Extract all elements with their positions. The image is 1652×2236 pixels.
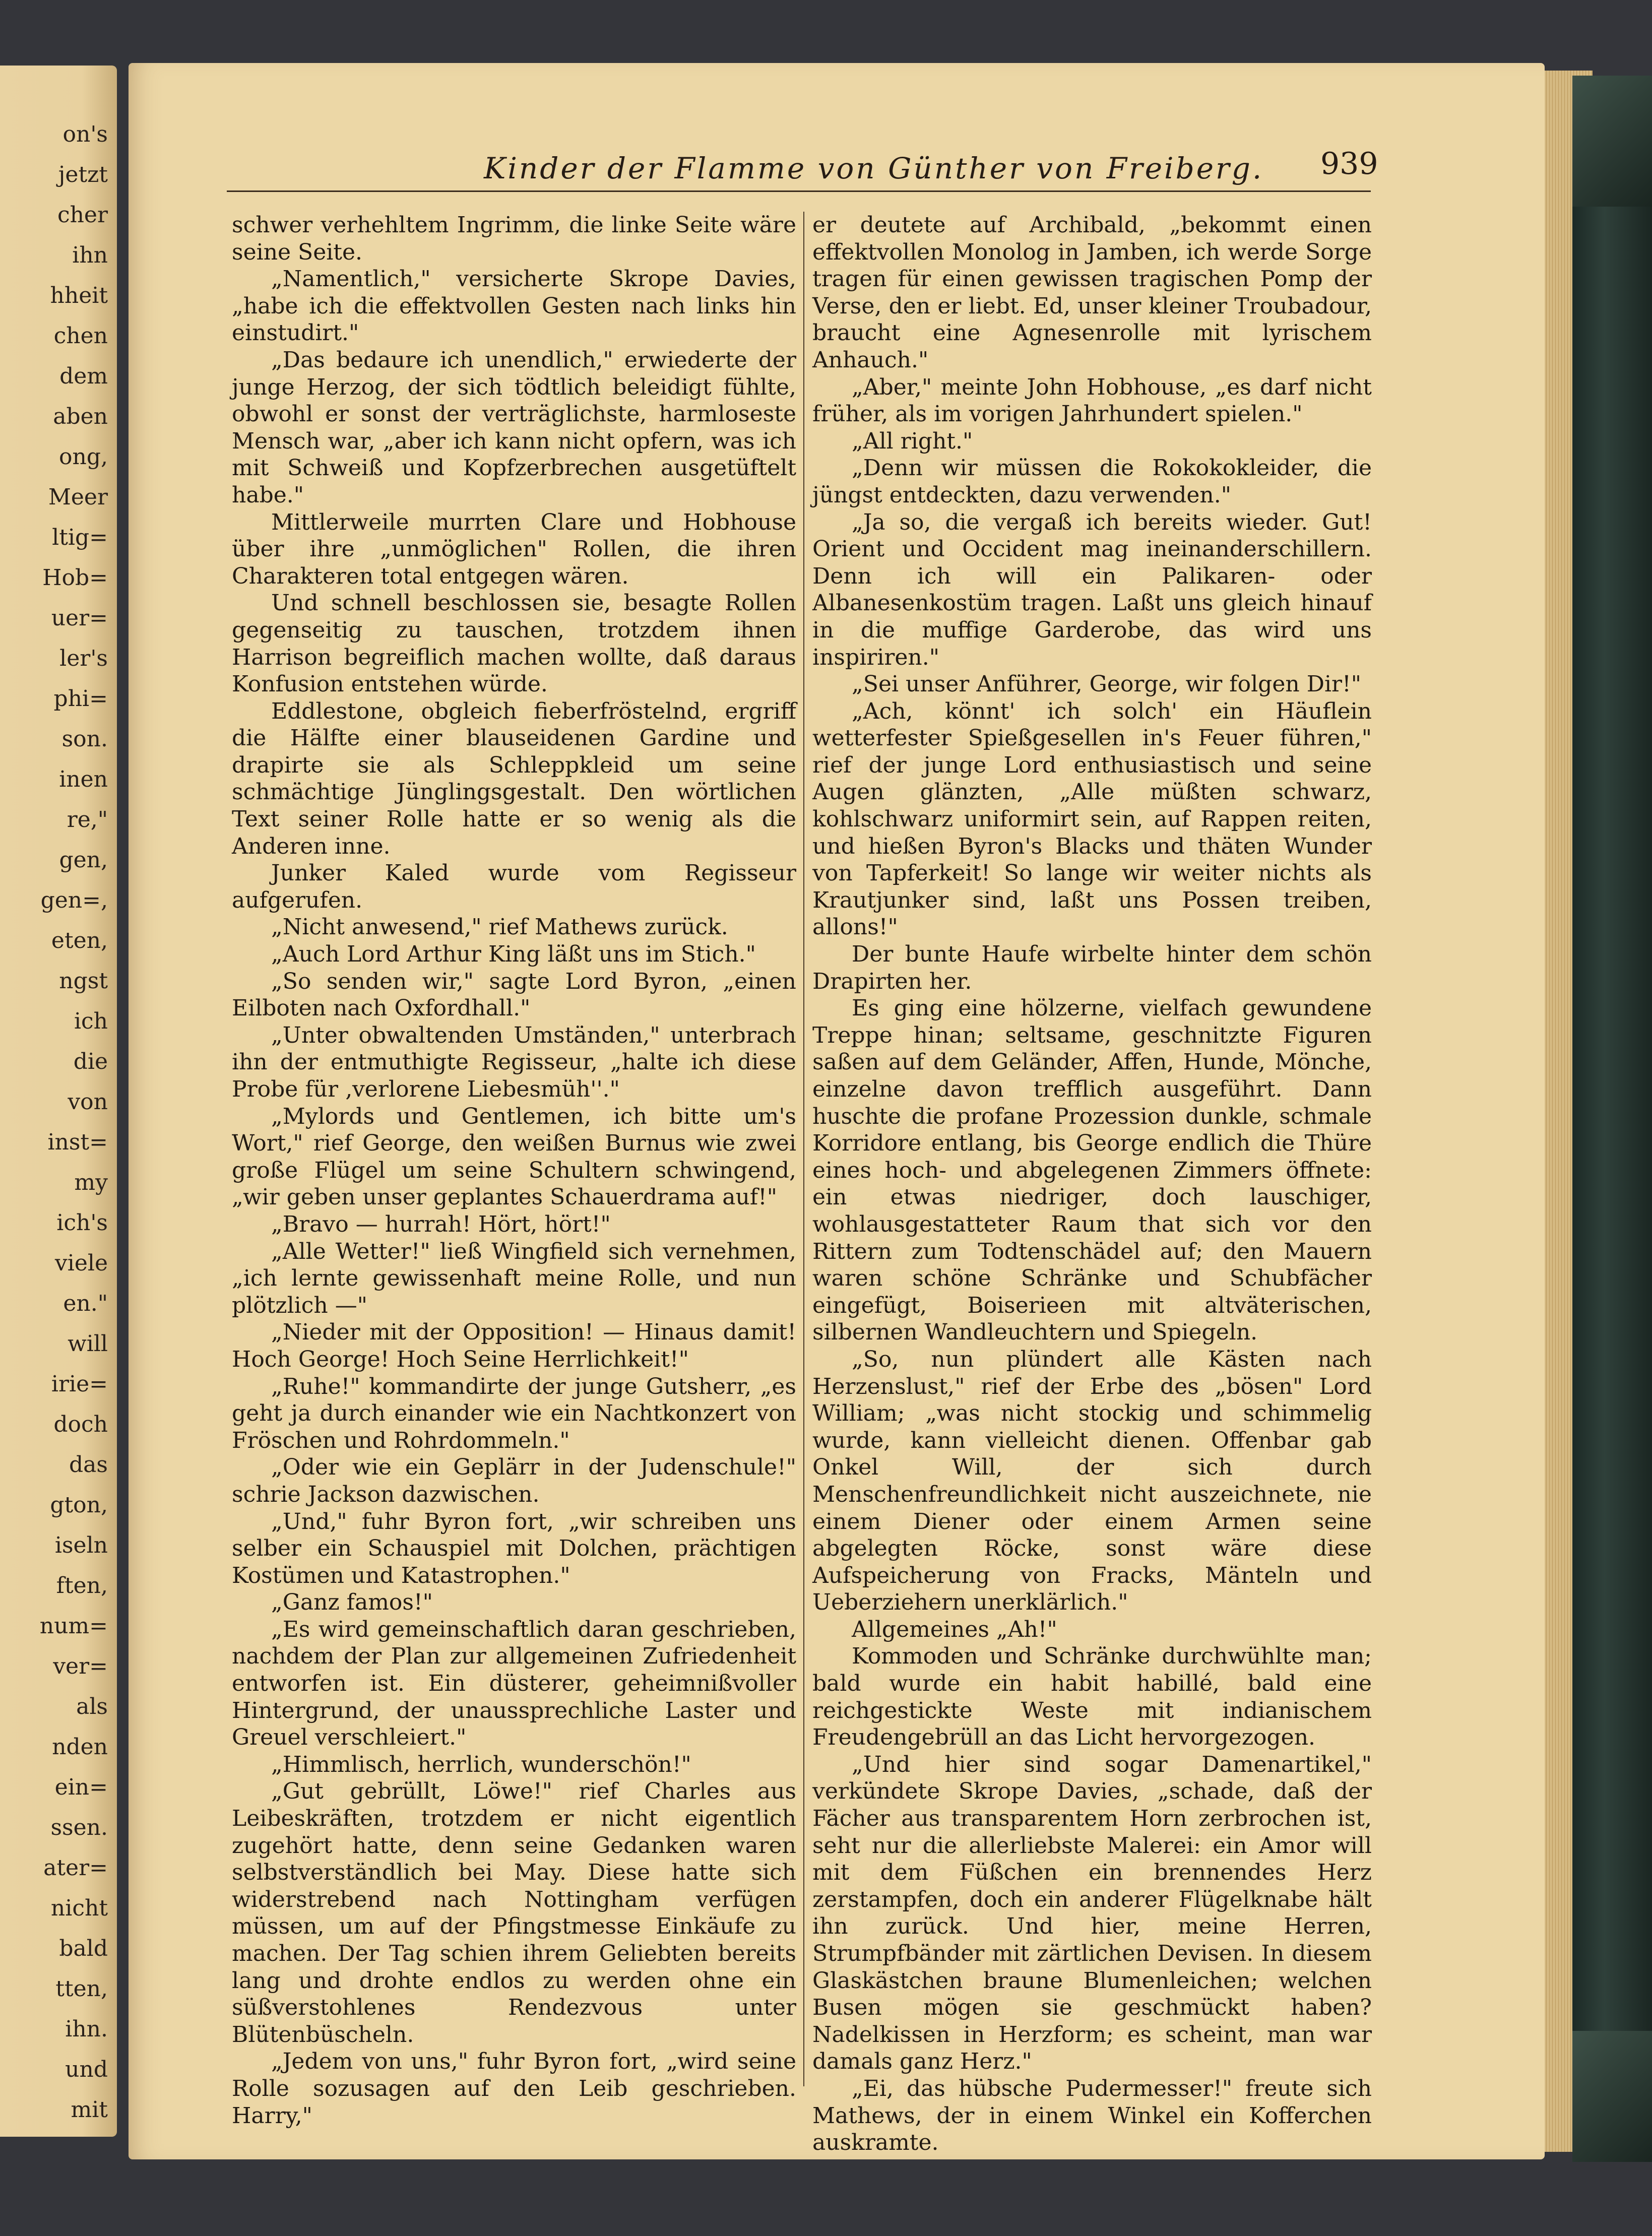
left-page-fragment: ong, [59, 444, 108, 470]
page-number: 939 [1320, 146, 1378, 181]
left-page-fragment: num= [39, 1613, 108, 1639]
paragraph: Kommoden und Schränke durchwühlte man; bald wurde ein habit habillé, bald eine reichgestickte Weste mit indianischem Freudengebrüll an das Licht hervorgezogen. [812, 1643, 1372, 1751]
paragraph: „Ach, könnt' ich solch' ein Häuflein wetterfester Spießgesellen in's Feuer führen," rief der junge Lord enthusiastisch und seine Augen glänzten, „Alle müßten schwarz, kohlschwarz uniformirt sein, auf Rappen reiten, und hießen Byron's Blacks und thäten Wunder von Tapferkeit! So lange wir weiter nichts als Krautjunker sind, laßt uns Possen treiben, allons!" [812, 698, 1372, 940]
paragraph: „Himmlisch, herrlich, wunderschön!" [271, 1751, 691, 1777]
left-page-fragment: ver= [53, 1653, 108, 1679]
left-page-fragment: ltig= [52, 525, 108, 550]
left-page-fragment: nden [52, 1734, 108, 1760]
left-page-fragment: Hob= [42, 565, 108, 591]
left-page-fragment: phi= [53, 686, 108, 712]
cover-corner-bottom [1572, 2031, 1652, 2162]
paragraph: schwer verhehltem Ingrimm, die linke Seite wäre seine Seite. [232, 212, 796, 265]
paragraph: „Unter obwaltenden Umständen," unterbrach ihn der entmuthigte Regisseur, „halte ich diese Probe für ‚verlorene Liebesmüh''." [232, 1022, 796, 1102]
paragraph: „Es wird gemeinschaftlich daran geschrieben, nachdem der Plan zur allgemeinen Zufriedenheit entworfen ist. Ein düsterer, geheimnißvoller Hintergrund, der unaussprechliche Laster und Greuel verschleiert." [232, 1616, 796, 1751]
left-page-fragment: viele [54, 1250, 108, 1276]
left-page-fragment: tten, [55, 1976, 108, 2002]
left-text-column [232, 212, 796, 2129]
left-page-fragment: Meer [48, 484, 108, 510]
left-page-fragment: das [69, 1452, 108, 1478]
left-page-fragment: hheit [50, 283, 108, 308]
left-page-fragment: dem [59, 363, 108, 389]
left-page-fragment: gen, [59, 847, 108, 873]
paragraph: „Auch Lord Arthur King läßt uns im Stich." [271, 941, 756, 968]
paragraph: „Bravo — hurrah! Hört, hört!" [271, 1211, 611, 1237]
right-text-column [812, 212, 1372, 2156]
left-page-fragment: inst= [47, 1129, 108, 1155]
paragraph: „Ja so, die vergaß ich bereits wieder. Gut! Orient und Occident mag ineinanderschillern. Denn ich will ein Palikaren- oder Albanesenkostüm tragen. Laßt uns gleich hinauf in die muffige Garderobe, das wird uns inspiriren." [812, 509, 1372, 670]
paragraph: Allgemeines „Ah!" [852, 1616, 1057, 1642]
book-cover [1572, 76, 1652, 2162]
left-page-fragment: ich [74, 1008, 108, 1034]
paragraph: „Und," fuhr Byron fort, „wir schreiben uns selber ein Schauspiel mit Dolchen, prächtigen Kostümen und Katastrophen." [232, 1508, 796, 1588]
paragraph: „Jedem von uns," fuhr Byron fort, „wird seine Rolle sozusagen auf den Leib geschrieben. Harry," [232, 2049, 796, 2129]
paragraph: „Ei, das hübsche Pudermesser!" freute sich Mathews, der in einem Winkel ein Kofferchen auskramte. [812, 2075, 1372, 2156]
paragraph: „Alle Wetter!" ließ Wingfield sich vernehmen, „ich lernte gewissenhaft meine Rolle, und nun plötzlich —" [232, 1238, 796, 1318]
paragraph: Und schnell beschlossen sie, besagte Rollen gegenseitig zu tauschen, trotzdem ihnen Harrison begreiflich machen wollte, daß daraus Konfusion entstehen würde. [232, 590, 796, 697]
running-header: Kinder der Flamme von Günther von Freiberg. [484, 151, 1264, 185]
left-page-fragment: my [74, 1170, 108, 1195]
left-page-fragment: son. [61, 726, 108, 752]
paragraph: „Nieder mit der Opposition! — Hinaus damit! Hoch George! Hoch Seine Herrlichkeit!" [232, 1319, 796, 1372]
left-page-fragment: inen [59, 766, 108, 792]
left-page-fragment: als [76, 1694, 108, 1719]
left-page-fragment: und [65, 2057, 108, 2082]
column-divider [803, 212, 804, 2086]
left-page-fragment: cher [57, 202, 108, 228]
left-page-fragment: iseln [54, 1532, 108, 1558]
paragraph: „Sei unser Anführer, George, wir folgen Dir!" [852, 671, 1361, 697]
left-page-fragment: ften, [56, 1573, 108, 1599]
paragraph: „Namentlich," versicherte Skrope Davies, „habe ich die effektvollen Gesten nach links hin einstudirt." [232, 266, 796, 346]
left-page-edge [0, 66, 117, 2137]
left-page-fragment: ler's [59, 646, 108, 671]
left-page-fragment: doch [53, 1412, 108, 1437]
paragraph: „So senden wir," sagte Lord Byron, „einen Eilboten nach Oxfordhall." [232, 968, 796, 1021]
paragraph: „Ganz famos!" [271, 1589, 433, 1616]
left-page-fragment: gen=, [40, 887, 108, 913]
cover-corner-top [1572, 76, 1652, 207]
paragraph: „Mylords und Gentlemen, ich bitte um's Wort," rief George, den weißen Burnus wie zwei große Flügel um seine Schultern schwingend, „wir geben unser geplantes Schauerdrama auf!" [232, 1103, 796, 1210]
paragraph: „All right." [852, 428, 973, 454]
paragraph: „Und hier sind sogar Damenartikel," verkündete Skrope Davies, „schade, daß der Fächer aus transparentem Horn zerbrochen ist, seht nur die allerliebste Malerei: ein Amor will mit dem Füßchen ein brennendes Herz zerstampfen, doch ein anderer Flügelknabe hält ihn zurück. Und hier, meine Herren, Strumpfbänder mit zärtlichen Devisen. In diesem Glaskästchen braune Blumenleichen; welchen Busen mögen sie geschmückt haben? Nadelkissen in Herzform; es scheint, man war damals ganz Herz." [812, 1751, 1372, 2075]
paragraph: „So, nun plündert alle Kästen nach Herzenslust," rief der Erbe des „bösen" Lord William; „was nicht stockig und schimmelig wurde, kann vielleicht dienen. Offenbar gab Onkel Will, der sich durch Menschenfreundlichkeit nicht auszeichnete, nie einem Diener oder einem Armen seine abgelegten Röcke, sonst wäre diese Aufspeicherung von Fracks, Mänteln und Ueberziehern unerklärlich." [812, 1346, 1372, 1616]
paragraph: „Gut gebrüllt, Löwe!" rief Charles aus Leibeskräften, trotzdem er nicht eigentlich zugehört hatte, denn seine Gedanken waren selbstverständlich bei May. Diese hatte sich widerstrebend nach Nottingham verfügen müssen, um auf der Pfingstmesse Einkäufe zu machen. Der Tag schien ihrem Geliebten bereits lang und drohte endlos zu werden ohne ein süßverstohlenes Rendezvous unter Blütenbüscheln. [232, 1778, 796, 2048]
left-page-fragment: will [68, 1331, 108, 1357]
paragraph: Der bunte Haufe wirbelte hinter dem schön Drapirten her. [812, 941, 1372, 994]
left-page-fragment: nicht [50, 1895, 108, 1921]
paragraph: Eddlestone, obgleich fieberfröstelnd, ergriff die Hälfte einer blauseidenen Gardine und drapirte sie als Schleppkleid um seine schmächtige Jünglingsgestalt. Den wörtlichen Text seiner Rolle hatte er so wenig als die Anderen inne. [232, 698, 796, 859]
paragraph: „Nicht anwesend," rief Mathews zurück. [271, 914, 728, 940]
left-page-fragment: uer= [51, 605, 108, 631]
left-page-fragment: jetzt [58, 162, 108, 187]
left-page-fragment: en." [63, 1291, 108, 1316]
left-page-fragment: ein= [54, 1774, 108, 1800]
header-rule [227, 190, 1371, 192]
left-page-fragment: chen [53, 323, 108, 349]
paragraph: Junker Kaled wurde vom Regisseur aufgerufen. [232, 860, 796, 913]
paragraph: „Aber," meinte John Hobhouse, „es darf nicht früher, als im vorigen Jahrhundert spielen." [812, 374, 1372, 427]
paragraph: Mittlerweile murrten Clare und Hobhouse über ihre „unmöglichen" Rollen, die ihren Charakteren total entgegen wären. [232, 509, 796, 589]
left-page-fragment: ssen. [50, 1815, 108, 1840]
left-page-fragment: mit [71, 2097, 108, 2123]
left-page-fragment: bald [59, 1936, 108, 1961]
left-page-fragment: ich's [56, 1210, 108, 1236]
left-page-fragment: ihn. [65, 2016, 108, 2042]
left-page-fragment: eten, [51, 928, 108, 953]
left-page-fragment: gton, [50, 1492, 108, 1518]
paragraph: „Denn wir müssen die Rokokokleider, die jüngst entdeckten, dazu verwenden." [812, 455, 1372, 508]
left-page-fragment: ihn [72, 242, 108, 268]
paragraph: er deutete auf Archibald, „bekommt einen effektvollen Monolog in Jamben, ich werde Sorge tragen für einen gewissen tragischen Pomp der Verse, den er liebt. Ed, unser kleiner Troubadour, braucht eine Agnesenrolle mit lyrischem Anhauch." [812, 212, 1372, 373]
left-page-fragment: von [68, 1089, 108, 1115]
paragraph: „Oder wie ein Geplärr in der Judenschule!" schrie Jackson dazwischen. [232, 1454, 796, 1507]
paragraph: „Ruhe!" kommandirte der junge Gutsherr, „es geht ja durch einander wie ein Nachtkonzert von Fröschen und Rohrdommeln." [232, 1373, 796, 1453]
left-page-fragment: ater= [43, 1855, 108, 1881]
left-page-fragment: re," [67, 807, 108, 833]
left-page-fragment: irie= [51, 1371, 108, 1397]
left-page-fragment: on's [62, 121, 108, 147]
left-page-fragment: ngst [59, 968, 108, 994]
paragraph: „Das bedaure ich unendlich," erwiederte der junge Herzog, der sich tödtlich beleidigt fühlte, obwohl er sonst der verträglichste, harmloseste Mensch war, „aber ich kann nicht opfern, was ich mit Schweiß und Kopfzerbrechen ausgetüftelt habe." [232, 347, 796, 508]
paragraph: Es ging eine hölzerne, vielfach gewundene Treppe hinan; seltsame, geschnitzte Figuren saßen auf dem Geländer, Affen, Hunde, Mönche, einzelne davon trefflich ausgeführt. Dann huschte die profane Prozession dunkle, schmale Korridore entlang, bis George endlich die Thüre eines hoch- und abgelegenen Zimmers öffnete: ein etwas niedriger, doch lauschiger, wohlausgestatteter Raum that sich vor den Rittern zum Todtenschädel auf; den Mauern waren schöne Schränke und Schubfächer eingefügt, Boiserieen mit altväterischen, silbernen Wandleuchtern und Spiegeln. [812, 995, 1372, 1346]
left-page-fragment: die [73, 1049, 108, 1074]
left-page-fragment: aben [53, 404, 108, 429]
